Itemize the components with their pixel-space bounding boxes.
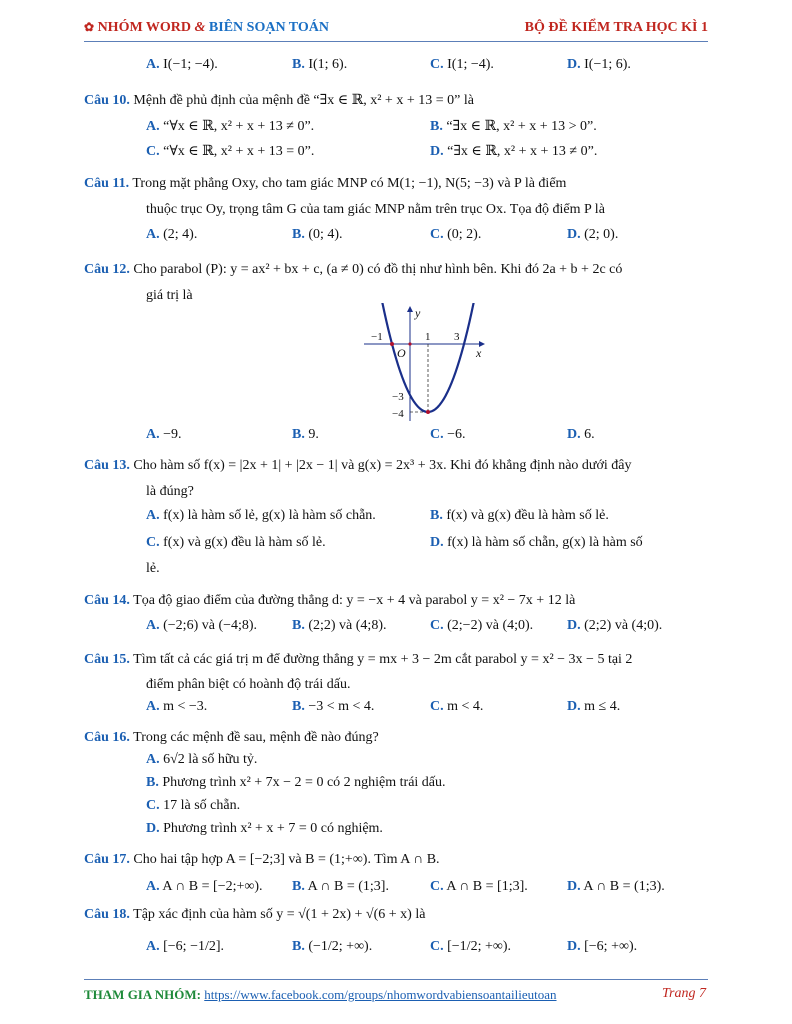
q14-option-d: D. (2;2) và (4;0).	[567, 618, 663, 633]
q15-option-d: D. m ≤ 4.	[567, 699, 621, 714]
y-axis-label: y	[415, 306, 421, 320]
q16-stem: Câu 16. Trong các mệnh đề sau, mệnh đề nào đúng?	[84, 730, 379, 745]
q15-option-c: C. m < 4.	[430, 699, 484, 714]
q16-option-a: A. 6√2 là số hữu tỷ.	[146, 752, 258, 767]
q12-option-d: D. 6.	[567, 427, 595, 442]
q13-option-d-tail: lẻ.	[146, 561, 160, 576]
q13-stem-line2: là đúng?	[146, 484, 194, 499]
point-root-left	[390, 342, 394, 346]
q13-option-a: A. f(x) là hàm số lẻ, g(x) là hàm số chẵn.	[146, 508, 376, 523]
q11-stem-line1: Câu 11. Trong mặt phẳng Oxy, cho tam giác MNP có M(1; −1), N(5; −3) và P là điểm	[84, 176, 567, 191]
q12-option-a: A. −9.	[146, 427, 182, 442]
q10-option-b: B. “∃x ∈ ℝ, x² + x + 13 > 0”.	[430, 119, 597, 134]
q17-option-c: C. A ∩ B = [1;3].	[430, 879, 528, 894]
group-logo-icon: ✿	[84, 20, 95, 34]
facebook-group-link[interactable]: https://www.facebook.com/groups/nhomwordvabiensoantailieutoan	[204, 987, 557, 1002]
x-axis-label: x	[476, 346, 482, 360]
x-tick-label: 1	[425, 331, 431, 343]
point-origin	[408, 342, 411, 345]
q12-option-c: C. −6.	[430, 427, 466, 442]
q13-option-d: D. f(x) là hàm số chẵn, g(x) là hàm số	[430, 535, 643, 550]
q10-stem: Câu 10. Mệnh đề phủ định của mệnh đề “∃x ∈ ℝ, x² + x + 13 = 0” là	[84, 93, 474, 108]
header-doc-title: BỘ ĐỀ KIỂM TRA HỌC KÌ 1	[524, 20, 708, 35]
x-tick-label: −1	[371, 331, 383, 343]
q14-option-a: A. (−2;6) và (−4;8).	[146, 618, 258, 633]
q9-option-b: B. I(1; 6).	[292, 57, 348, 72]
q18-option-a: A. [−6; −1/2].	[146, 939, 225, 954]
y-tick-label: −3	[392, 391, 404, 403]
q17-stem: Câu 17. Cho hai tập hợp A = [−2;3] và B = (1;+∞). Tìm A ∩ B.	[84, 852, 440, 867]
y-tick-label: −4	[392, 408, 404, 420]
q18-option-b: B. (−1/2; +∞).	[292, 939, 373, 954]
q12-stem-line2: giá trị là	[146, 288, 193, 303]
header-group-name: ✿ NHÓM WORD & BIÊN SOẠN TOÁN	[84, 20, 329, 35]
q16-option-d: D. Phương trình x² + x + 7 = 0 có nghiệm.	[146, 821, 383, 836]
q15-option-b: B. −3 < m < 4.	[292, 699, 375, 714]
point-vertex	[426, 410, 430, 414]
q11-option-d: D. (2; 0).	[567, 227, 619, 242]
q16-option-c: C. 17 là số chẵn.	[146, 798, 241, 813]
parabola-graph	[364, 303, 494, 423]
q10-option-c: C. “∀x ∈ ℝ, x² + x + 13 = 0”.	[146, 144, 315, 159]
q10-option-a: A. “∀x ∈ ℝ, x² + x + 13 ≠ 0”.	[146, 119, 315, 134]
origin-label: O	[397, 346, 406, 360]
page-number: Trang 7	[662, 986, 706, 1001]
q11-option-a: A. (2; 4).	[146, 227, 198, 242]
q14-option-b: B. (2;2) và (4;8).	[292, 618, 387, 633]
q17-option-a: A. A ∩ B = [−2;+∞).	[146, 879, 263, 894]
x-tick-label: 3	[454, 331, 460, 343]
q17-option-b: B. A ∩ B = (1;3].	[292, 879, 389, 894]
q11-option-b: B. (0; 4).	[292, 227, 343, 242]
q16-option-b: B. Phương trình x² + 7x − 2 = 0 có 2 nghiệm trái dấu.	[146, 775, 446, 790]
footer-divider	[84, 979, 708, 980]
q9-option-c: C. I(1; −4).	[430, 57, 494, 72]
q14-stem: Câu 14. Tọa độ giao điểm của đường thẳng d: y = −x + 4 và parabol y = x² − 7x + 12 là	[84, 593, 576, 608]
q13-option-b: B. f(x) và g(x) đều là hàm số lẻ.	[430, 508, 609, 523]
q13-stem-line1: Câu 13. Cho hàm số f(x) = |2x + 1| + |2x − 1| và g(x) = 2x³ + 3x. Khi đó khẳng định nào dưới đây	[84, 458, 632, 473]
q13-option-c: C. f(x) và g(x) đều là hàm số lẻ.	[146, 535, 326, 550]
q14-option-c: C. (2;−2) và (4;0).	[430, 618, 534, 633]
q10-option-d: D. “∃x ∈ ℝ, x² + x + 13 ≠ 0”.	[430, 144, 598, 159]
q18-option-c: C. [−1/2; +∞).	[430, 939, 511, 954]
q15-option-a: A. m < −3.	[146, 699, 208, 714]
header-divider	[84, 41, 708, 42]
q11-stem-line2: thuộc trục Oy, trọng tâm G của tam giác MNP nằm trên trục Ox. Tọa độ điểm P là	[146, 202, 605, 217]
footer-join-group: THAM GIA NHÓM: https://www.facebook.com/groups/nhomwordvabiensoantailieutoan	[84, 987, 557, 1002]
q17-option-d: D. A ∩ B = (1;3).	[567, 879, 665, 894]
q9-option-a: A. I(−1; −4).	[146, 57, 218, 72]
q18-stem: Câu 18. Tập xác định của hàm số y = √(1 + 2x) + √(6 + x) là	[84, 907, 426, 922]
q11-option-c: C. (0; 2).	[430, 227, 482, 242]
q15-stem-line1: Câu 15. Tìm tất cả các giá trị m để đường thẳng y = mx + 3 − 2m cắt parabol y = x² − 3x − 5 tại 2	[84, 652, 633, 667]
q18-option-d: D. [−6; +∞).	[567, 939, 638, 954]
q12-option-b: B. 9.	[292, 427, 319, 442]
q9-option-d: D. I(−1; 6).	[567, 57, 631, 72]
q12-stem-line1: Câu 12. Cho parabol (P): y = ax² + bx + c, (a ≠ 0) có đồ thị như hình bên. Khi đó 2a + b + 2c có	[84, 262, 623, 277]
q15-stem-line2: điểm phân biệt có hoành độ trái dấu.	[146, 677, 351, 692]
